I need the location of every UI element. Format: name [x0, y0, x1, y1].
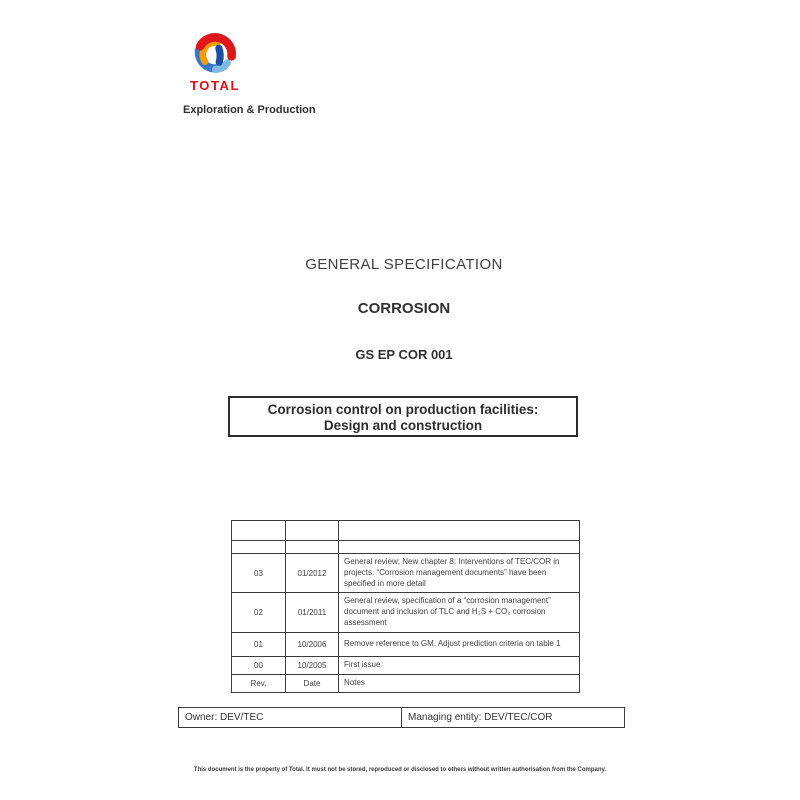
doc-type-title: GENERAL SPECIFICATION: [305, 256, 503, 273]
doc-subject-title: CORROSION: [357, 300, 451, 317]
table-row: [232, 593, 580, 632]
notes-cell: General review, specification of a “corrosion management” document and inclusion of TLC and H₂S + CO₂ corrosion assessment: [339, 593, 580, 632]
date-cell: 10/2005: [286, 656, 339, 674]
notes-header-cell: Notes: [339, 674, 580, 692]
table-row: [232, 632, 580, 656]
notes-cell: Remove reference to GM. Adjust prediction criteria on table 1: [339, 632, 580, 656]
date-cell: 01/2011: [286, 593, 339, 632]
document-title-line1: Corrosion control on production facilities:: [267, 402, 539, 417]
owner-row: [179, 708, 625, 728]
rev-cell: 02: [232, 593, 286, 632]
total-wordmark: TOTAL: [189, 78, 241, 93]
rev-cell: 00: [232, 656, 286, 674]
table-row: [232, 541, 580, 554]
date-cell: 01/2012: [286, 554, 339, 593]
date-cell: [286, 541, 339, 554]
document-title-box: [228, 396, 578, 437]
property-disclaimer: This document is the property of Total. It must not be stored, reproduced or disclosed to others without written authorisation from the Company.: [193, 767, 607, 773]
rev-header-cell: Rev.: [232, 674, 286, 692]
date-header-cell: Date: [286, 674, 339, 692]
date-cell: 10/2006: [286, 632, 339, 656]
notes-cell: First issue: [339, 656, 580, 674]
total-globe-icon: [192, 29, 238, 77]
table-row: [232, 656, 580, 674]
table-row: [232, 521, 580, 541]
rev-cell: 03: [232, 554, 286, 593]
owner-cell: Owner: DEV/TEC: [179, 708, 402, 728]
date-cell: [286, 521, 339, 541]
document-title-line2: Design and construction: [323, 417, 483, 433]
doc-number: GS EP COR 001: [355, 347, 453, 362]
managing-entity-cell: Managing entity: DEV/TEC/COR: [402, 708, 625, 728]
table-header-row: [232, 674, 580, 692]
notes-cell: [339, 541, 580, 554]
revision-table: [231, 520, 580, 693]
owner-table: [178, 707, 625, 728]
rev-cell: [232, 521, 286, 541]
division-label: Exploration & Production: [183, 104, 316, 116]
table-row: [232, 554, 580, 593]
total-logo: [186, 29, 244, 93]
notes-cell: General review; New chapter 8: Interventions of TEC/COR in projects. “Corrosion management documents” have been specified in more detail: [339, 554, 580, 593]
rev-cell: 01: [232, 632, 286, 656]
rev-cell: [232, 541, 286, 554]
notes-cell: [339, 521, 580, 541]
